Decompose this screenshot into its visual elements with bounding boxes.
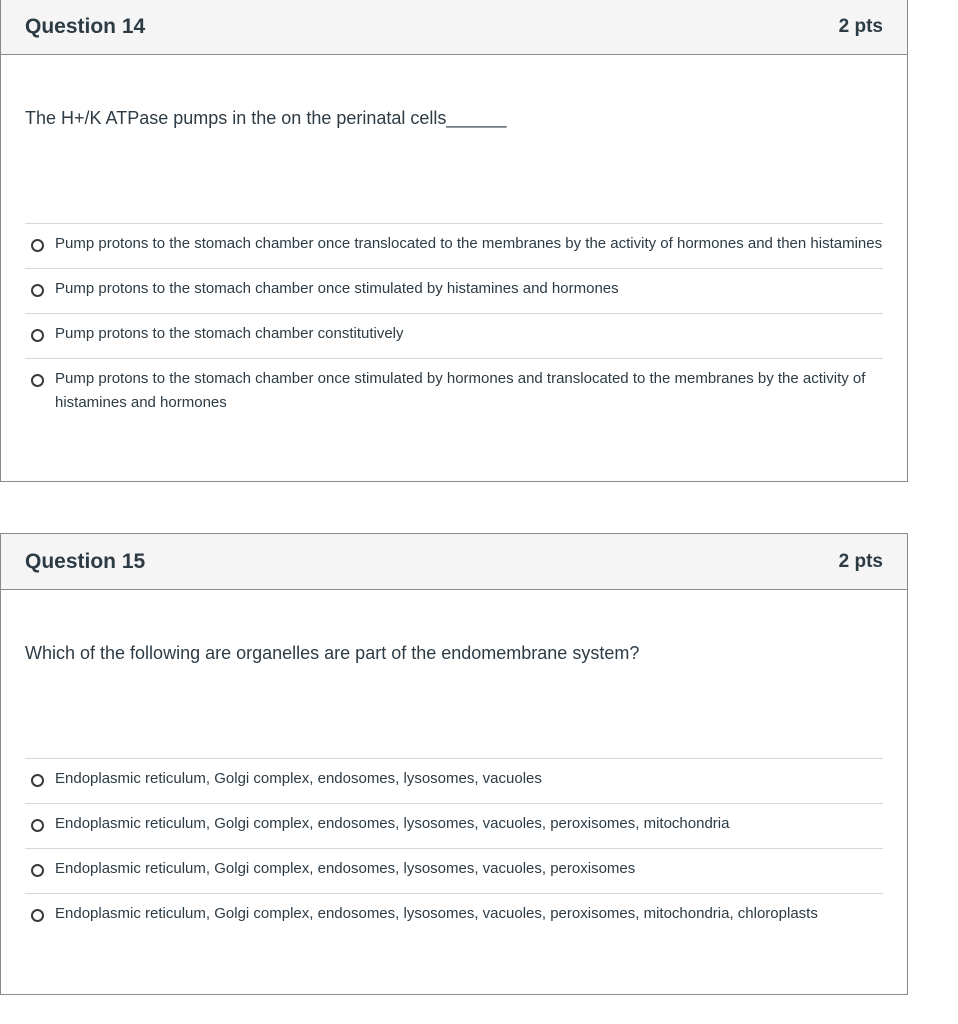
question-title: Question 14 <box>25 14 146 38</box>
question-text: The H+/K ATPase pumps in the on the perinatal cells______ <box>25 108 507 128</box>
answer-option[interactable] <box>25 848 883 893</box>
answer-option[interactable] <box>25 358 883 427</box>
radio-button[interactable] <box>31 774 44 787</box>
question-header <box>1 0 907 55</box>
answer-label[interactable]: Pump protons to the stomach chamber once stimulated by hormones and translocated to the membranes by the activity of histamines and hormones <box>55 370 866 411</box>
answer-label[interactable]: Pump protons to the stomach chamber once stimulated by histamines and hormones <box>55 280 619 297</box>
answer-label[interactable]: Endoplasmic reticulum, Golgi complex, endosomes, lysosomes, vacuoles <box>55 770 542 787</box>
answer-list <box>25 223 883 427</box>
question-body <box>1 643 907 938</box>
question-points: 2 pts <box>838 550 883 572</box>
radio-button[interactable] <box>31 239 44 252</box>
answer-option[interactable] <box>25 758 883 803</box>
radio-button[interactable] <box>31 374 44 387</box>
answer-option[interactable] <box>25 893 883 938</box>
radio-button[interactable] <box>31 284 44 297</box>
question-15-card <box>0 533 908 995</box>
answer-option[interactable] <box>25 803 883 848</box>
answer-label[interactable]: Endoplasmic reticulum, Golgi complex, endosomes, lysosomes, vacuoles, peroxisomes, mitochondria, chloroplasts <box>55 905 818 922</box>
answer-label[interactable]: Pump protons to the stomach chamber constitutively <box>55 325 404 342</box>
answer-option[interactable] <box>25 223 883 268</box>
radio-button[interactable] <box>31 909 44 922</box>
question-title: Question 15 <box>25 549 146 573</box>
question-text: Which of the following are organelles are part of the endomembrane system? <box>25 643 640 663</box>
question-body <box>1 108 907 427</box>
question-points: 2 pts <box>838 15 883 37</box>
answer-list <box>25 758 883 938</box>
question-14-card <box>0 0 908 482</box>
radio-button[interactable] <box>31 819 44 832</box>
answer-option[interactable] <box>25 313 883 358</box>
question-header <box>1 534 907 590</box>
radio-button[interactable] <box>31 864 44 877</box>
answer-label[interactable]: Pump protons to the stomach chamber once translocated to the membranes by the activity of hormones and then histamines <box>55 235 883 252</box>
answer-label[interactable]: Endoplasmic reticulum, Golgi complex, endosomes, lysosomes, vacuoles, peroxisomes <box>55 860 636 877</box>
answer-option[interactable] <box>25 268 883 313</box>
answer-label[interactable]: Endoplasmic reticulum, Golgi complex, endosomes, lysosomes, vacuoles, peroxisomes, mitochondria <box>55 815 730 832</box>
radio-button[interactable] <box>31 329 44 342</box>
